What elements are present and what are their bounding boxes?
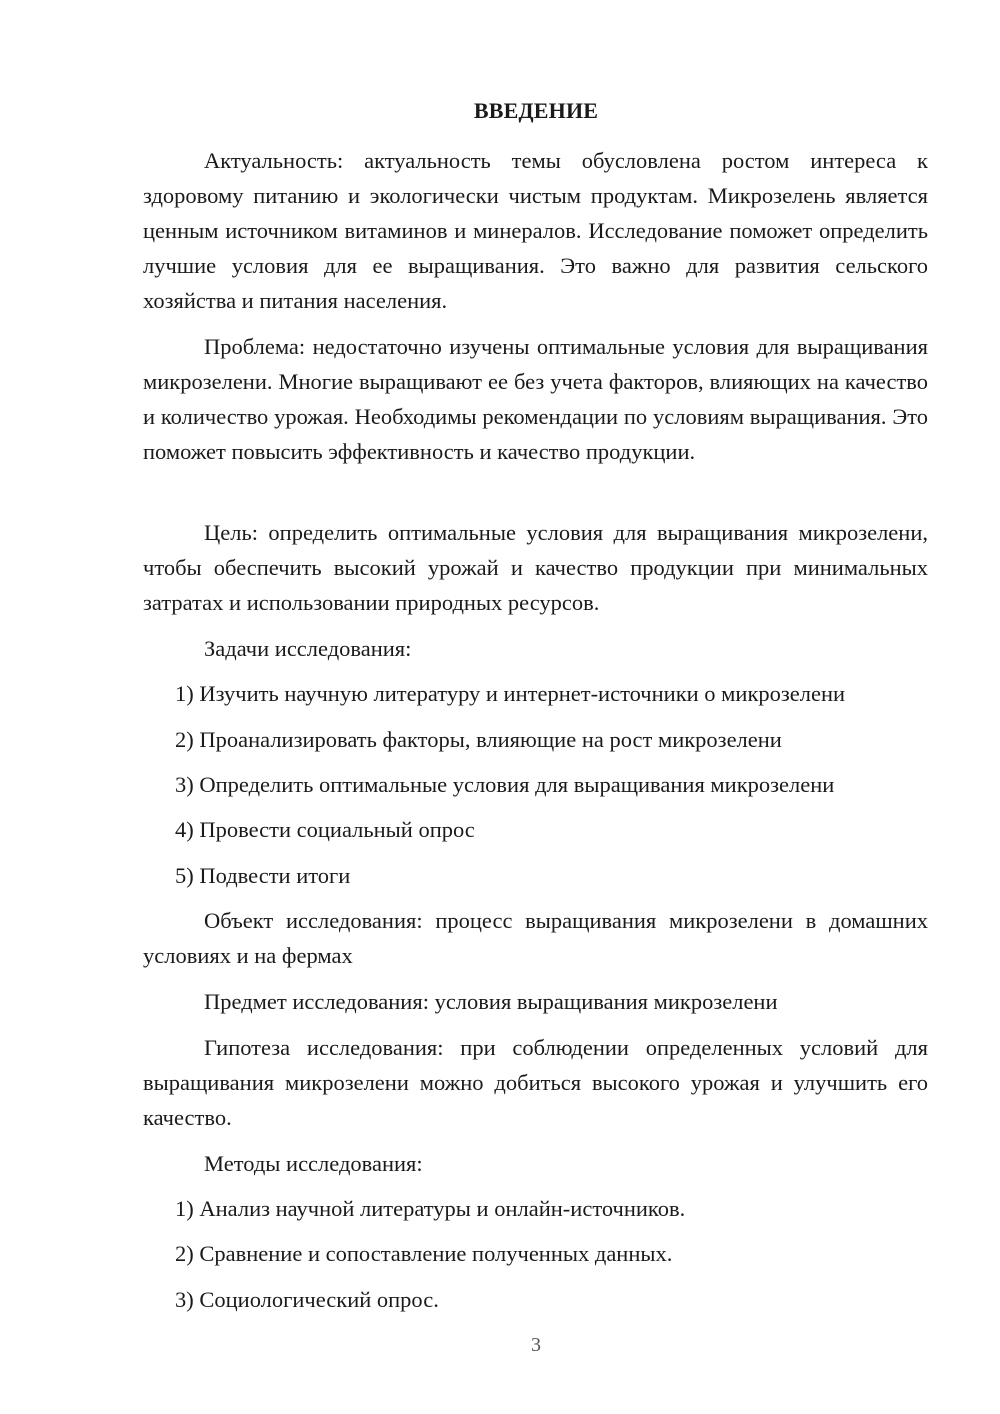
page-number: 3 — [531, 1334, 541, 1356]
task-item: 1) Изучить научную литературу и интернет-источники о микрозелени — [175, 681, 846, 706]
paragraph-object: Объект исследования: процесс выращивания микрозелени в домашних условиях и на фермах — [143, 908, 928, 968]
paragraph-hypothesis: Гипотеза исследования: при соблюдении определенных условий для выращивания микрозелени можно добиться высокого урожая и улучшить его качество. — [143, 1035, 928, 1130]
task-item: 3) Определить оптимальные условия для выращивания микрозелени — [175, 772, 835, 797]
tasks-heading: Задачи исследования: — [204, 636, 412, 661]
task-item: 2) Проанализировать факторы, влияющие на рост микрозелени — [175, 727, 782, 752]
method-item: 3) Социологический опрос. — [175, 1287, 439, 1312]
task-item: 5) Подвести итоги — [175, 863, 351, 888]
paragraph-problem: Проблема: недостаточно изучены оптимальные условия для выращивания микрозелени. Многие выращивают ее без учета факторов, влияющих на качество и количество урожая. Необходимы рекомендации по условиям выращивания. Это поможет повысить эффективность и качество продукции. — [143, 334, 928, 464]
paragraph-goal: Цель: определить оптимальные условия для выращивания микрозелени, чтобы обеспечить высокий урожай и качество продукции при минимальных затратах и использовании природных ресурсов. — [143, 520, 928, 615]
paragraph-subject: Предмет исследования: условия выращивания микрозелени — [204, 989, 778, 1014]
paragraph-relevance: Актуальность: актуальность темы обусловлена ростом интереса к здоровому питанию и экологически чистым продуктам. Микрозелень является ценным источником витаминов и минералов. Исследование поможет определить лучшие условия для ее выращивания. Это важно для развития сельского хозяйства и питания населения. — [143, 148, 928, 313]
task-item: 4) Провести социальный опрос — [175, 817, 475, 842]
methods-heading: Методы исследования: — [204, 1151, 423, 1176]
method-item: 1) Анализ научной литературы и онлайн-источников. — [175, 1196, 686, 1221]
page-title: ВВЕДЕНИЕ — [473, 98, 599, 123]
method-item: 2) Сравнение и сопоставление полученных данных. — [175, 1241, 673, 1266]
